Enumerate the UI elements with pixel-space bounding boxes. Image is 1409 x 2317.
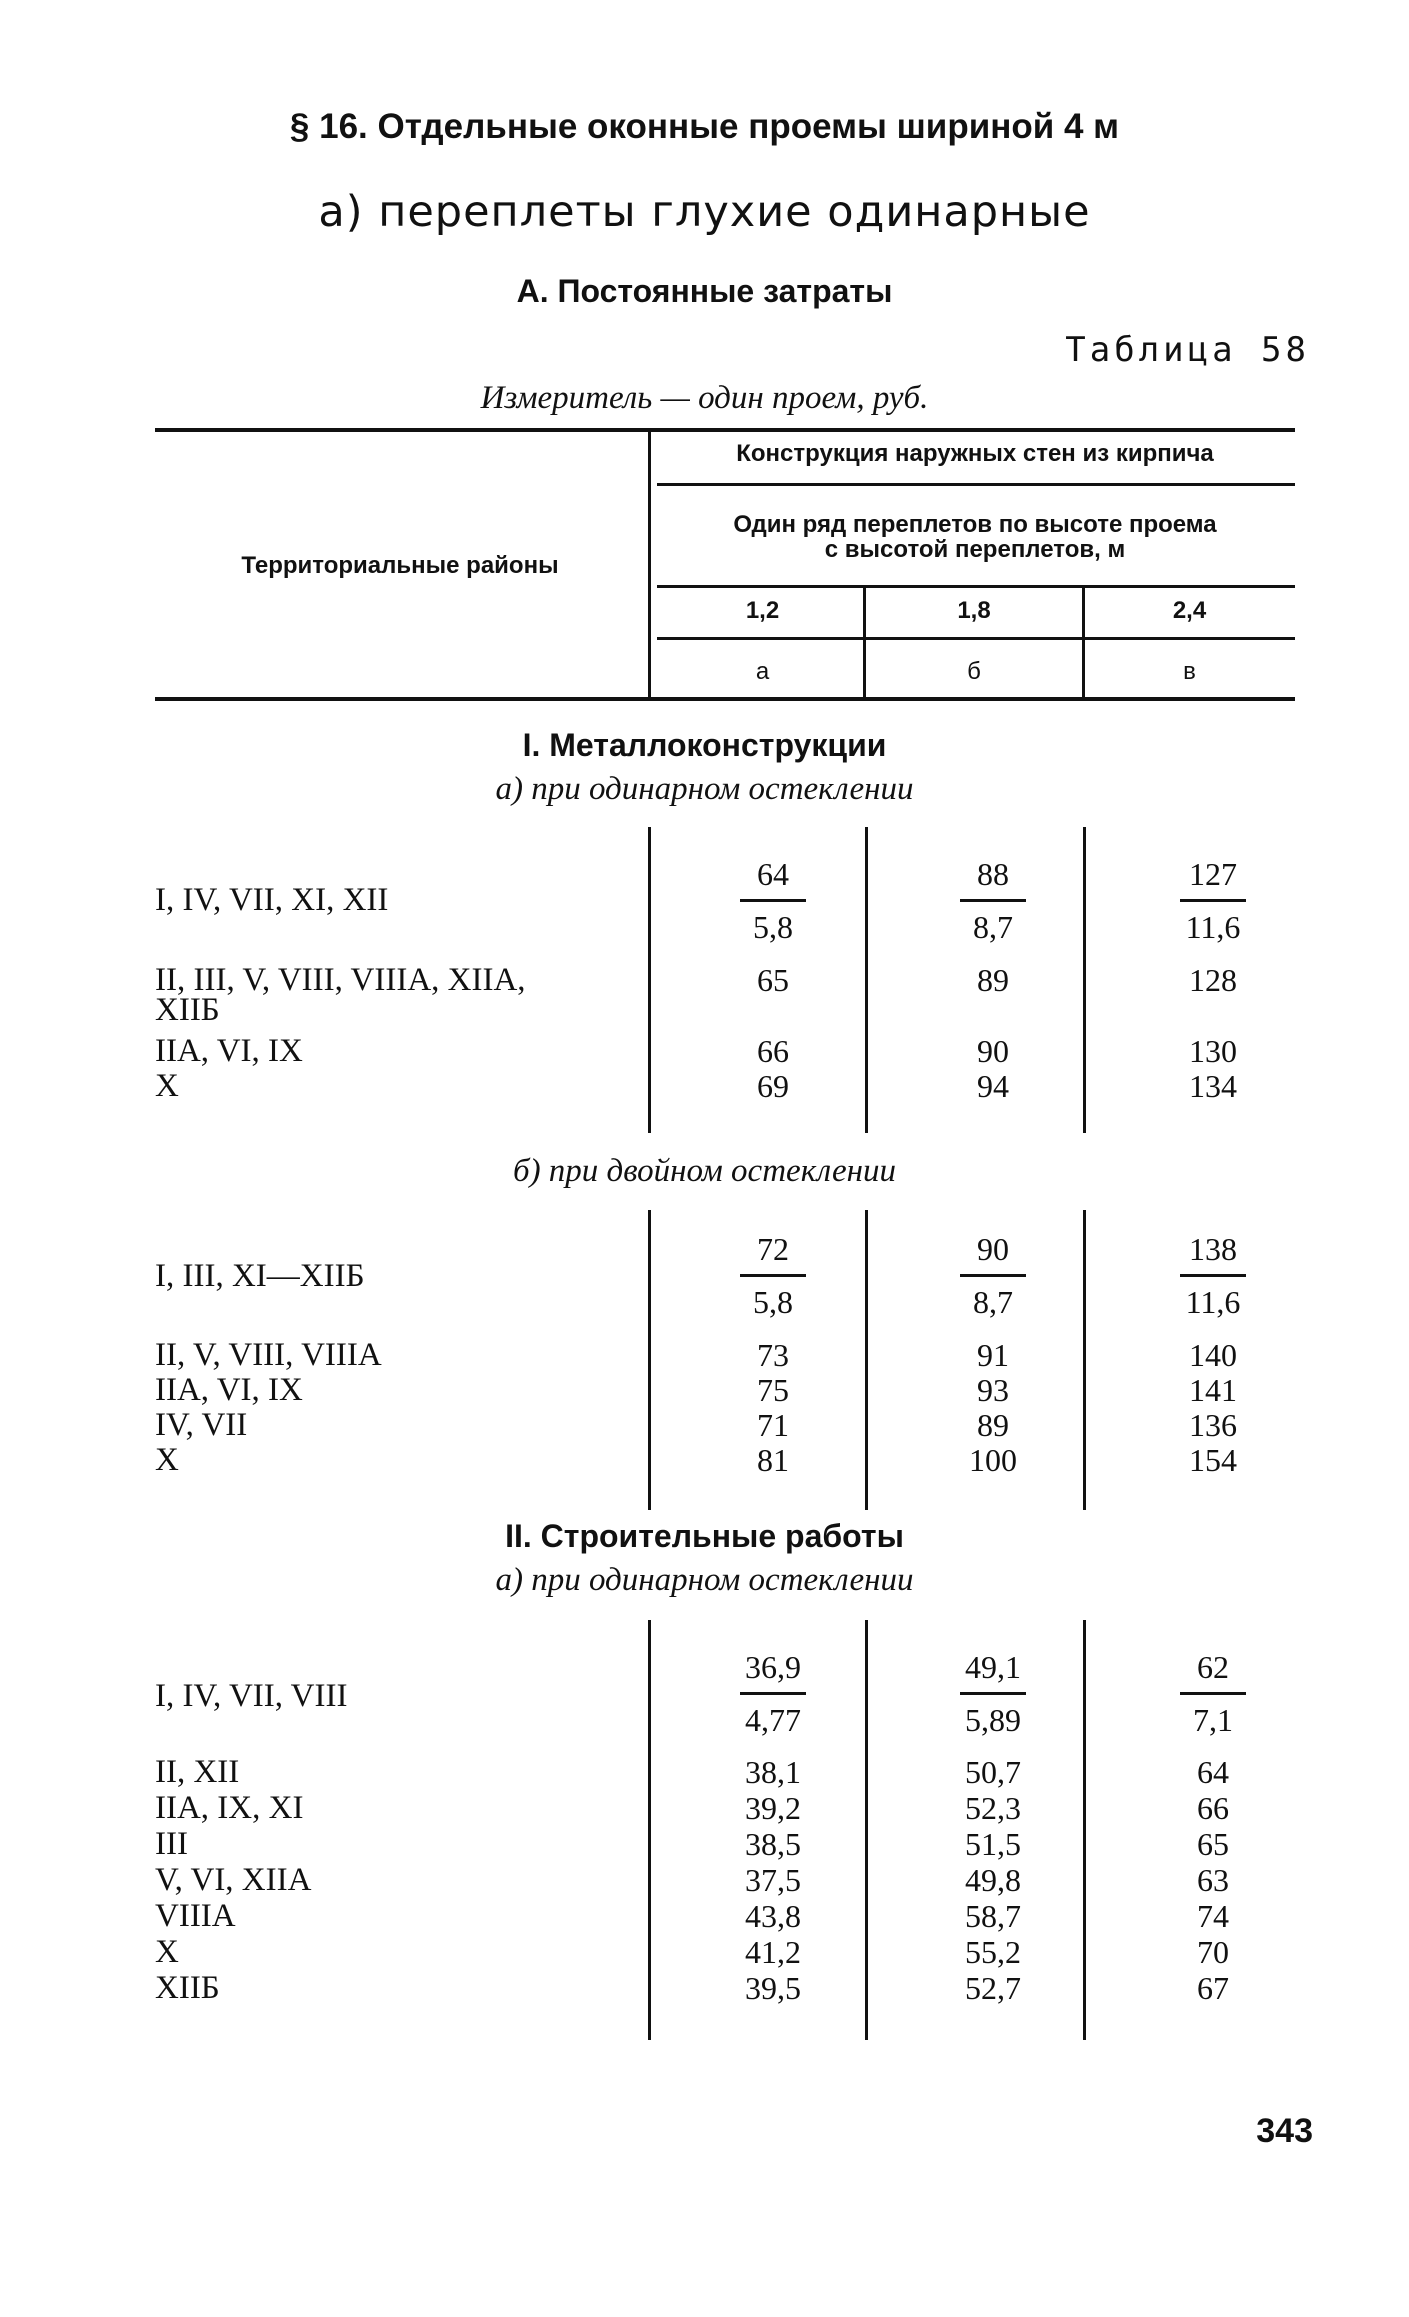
row-label: II, XII <box>155 1754 240 1790</box>
table-cell: 154 <box>1189 1442 1237 1478</box>
fraction-cell: 64 5,8 <box>703 855 843 946</box>
table-cell: 74 <box>1197 1898 1229 1934</box>
row-label: V, VI, XIIA <box>155 1862 312 1898</box>
heading-fixed-costs: А. Постоянные затраты <box>516 273 893 309</box>
row-label: I, IV, VII, XI, XII <box>155 882 389 918</box>
table-cell: 134 <box>1189 1068 1237 1104</box>
table-cell: 63 <box>1197 1862 1229 1898</box>
row-label: I, III, XI—XIIБ <box>155 1258 365 1294</box>
table-cell: 69 <box>757 1068 789 1104</box>
subsection-heading: б) при двойном остеклении <box>512 1153 897 1189</box>
header-letter-v: в <box>1183 658 1196 685</box>
table-cell: 90 <box>977 1033 1009 1069</box>
table-cell: 141 <box>1189 1372 1237 1408</box>
header-height-3: 2,4 <box>1172 597 1207 624</box>
subtitle: а) переплеты глухие одинарные <box>318 187 1091 237</box>
fraction-cell: 49,1 5,89 <box>923 1648 1063 1739</box>
header-letter-a: а <box>755 658 770 685</box>
fraction-cell: 36,9 4,77 <box>703 1648 843 1739</box>
table-cell: 39,5 <box>745 1970 801 2006</box>
table-cell: 81 <box>757 1442 789 1478</box>
row-label: XIIБ <box>155 1970 220 2006</box>
table-cell: 58,7 <box>965 1898 1021 1934</box>
table-cell: 37,5 <box>745 1862 801 1898</box>
table-cell: 49,8 <box>965 1862 1021 1898</box>
row-label: VIIIA <box>155 1898 236 1934</box>
table-cell: 52,7 <box>965 1970 1021 2006</box>
row-label-continued: XIIБ <box>155 992 220 1028</box>
column-divider <box>865 1620 868 2040</box>
table-cell: 52,3 <box>965 1790 1021 1826</box>
table-cell: 38,5 <box>745 1826 801 1862</box>
row-label: IV, VII <box>155 1407 248 1443</box>
table-cell: 64 <box>1197 1754 1229 1790</box>
fraction-cell: 90 8,7 <box>923 1230 1063 1321</box>
measure-unit: Измеритель — один проем, руб. <box>480 380 929 416</box>
header-rule-3 <box>657 637 1295 640</box>
header-regions: Территориальные районы <box>241 552 559 579</box>
table-cell: 38,1 <box>745 1754 801 1790</box>
row-label: IIA, IX, XI <box>155 1790 304 1826</box>
row-label: I, IV, VII, VIII <box>155 1678 348 1714</box>
table-top-rule <box>155 428 1295 432</box>
table-cell: 70 <box>1197 1934 1229 1970</box>
row-label: II, III, V, VIII, VIIIA, XIIA, <box>155 962 526 998</box>
table-cell: 43,8 <box>745 1898 801 1934</box>
header-height-1: 1,2 <box>745 597 780 624</box>
section-heading: I. Металлоконструкции <box>522 727 887 763</box>
table-cell: 93 <box>977 1372 1009 1408</box>
header-rule-1 <box>657 483 1295 486</box>
row-label: X <box>155 1068 179 1104</box>
header-divider-2 <box>1082 588 1085 697</box>
row-label: IIA, VI, IX <box>155 1033 303 1069</box>
fraction-cell: 88 8,7 <box>923 855 1063 946</box>
column-divider <box>648 827 651 1133</box>
column-divider <box>1083 827 1086 1133</box>
table-cell: 66 <box>1197 1790 1229 1826</box>
fraction-cell: 138 11,6 <box>1143 1230 1283 1321</box>
row-label: X <box>155 1934 179 1970</box>
table-cell: 50,7 <box>965 1754 1021 1790</box>
table-cell: 71 <box>757 1407 789 1443</box>
row-label: II, V, VIII, VIIIA <box>155 1337 382 1373</box>
table-cell: 89 <box>977 962 1009 998</box>
table-cell: 130 <box>1189 1033 1237 1069</box>
column-divider <box>648 1210 651 1510</box>
table-cell: 73 <box>757 1337 789 1373</box>
table-cell: 39,2 <box>745 1790 801 1826</box>
column-divider <box>865 827 868 1133</box>
column-divider <box>648 1620 651 2040</box>
row-label: IIA, VI, IX <box>155 1372 303 1408</box>
header-rule-2 <box>657 585 1295 588</box>
column-divider <box>1083 1620 1086 2040</box>
table-cell: 41,2 <box>745 1934 801 1970</box>
header-row-desc-1: Один ряд переплетов по высоте проема <box>733 511 1217 538</box>
row-label: X <box>155 1442 179 1478</box>
table-cell: 89 <box>977 1407 1009 1443</box>
table-cell: 75 <box>757 1372 789 1408</box>
header-construction: Конструкция наружных стен из кирпича <box>736 440 1214 467</box>
column-divider <box>865 1210 868 1510</box>
table-cell: 51,5 <box>965 1826 1021 1862</box>
table-cell: 55,2 <box>965 1934 1021 1970</box>
column-divider <box>1083 1210 1086 1510</box>
section-title: § 16. Отдельные оконные проемы шириной 4 м <box>289 107 1120 146</box>
table-cell: 67 <box>1197 1970 1229 2006</box>
table-cell: 128 <box>1189 962 1237 998</box>
table-cell: 140 <box>1189 1337 1237 1373</box>
fraction-cell: 72 5,8 <box>703 1230 843 1321</box>
fraction-cell: 127 11,6 <box>1143 855 1283 946</box>
header-divider-main <box>648 432 651 697</box>
header-row-desc-2: с высотой переплетов, м <box>824 536 1126 563</box>
header-height-2: 1,8 <box>957 597 991 624</box>
table-cell: 65 <box>1197 1826 1229 1862</box>
page-number: 343 <box>1256 2112 1313 2150</box>
header-letter-b: б <box>967 658 981 685</box>
table-cell: 94 <box>977 1068 1009 1104</box>
section-heading: II. Строительные работы <box>505 1518 904 1554</box>
subsection-heading: а) при одинарном остеклении <box>495 1562 914 1598</box>
table-cell: 91 <box>977 1337 1009 1373</box>
table-cell: 66 <box>757 1033 789 1069</box>
table-cell: 65 <box>757 962 789 998</box>
subsection-heading: а) при одинарном остеклении <box>495 771 914 807</box>
row-label: III <box>155 1826 188 1862</box>
header-divider-1 <box>863 588 866 697</box>
fraction-cell: 62 7,1 <box>1143 1648 1283 1739</box>
table-cell: 100 <box>969 1442 1017 1478</box>
table-cell: 136 <box>1189 1407 1237 1443</box>
table-number: Таблица 58 <box>1065 330 1310 370</box>
header-bottom-rule <box>155 697 1295 701</box>
